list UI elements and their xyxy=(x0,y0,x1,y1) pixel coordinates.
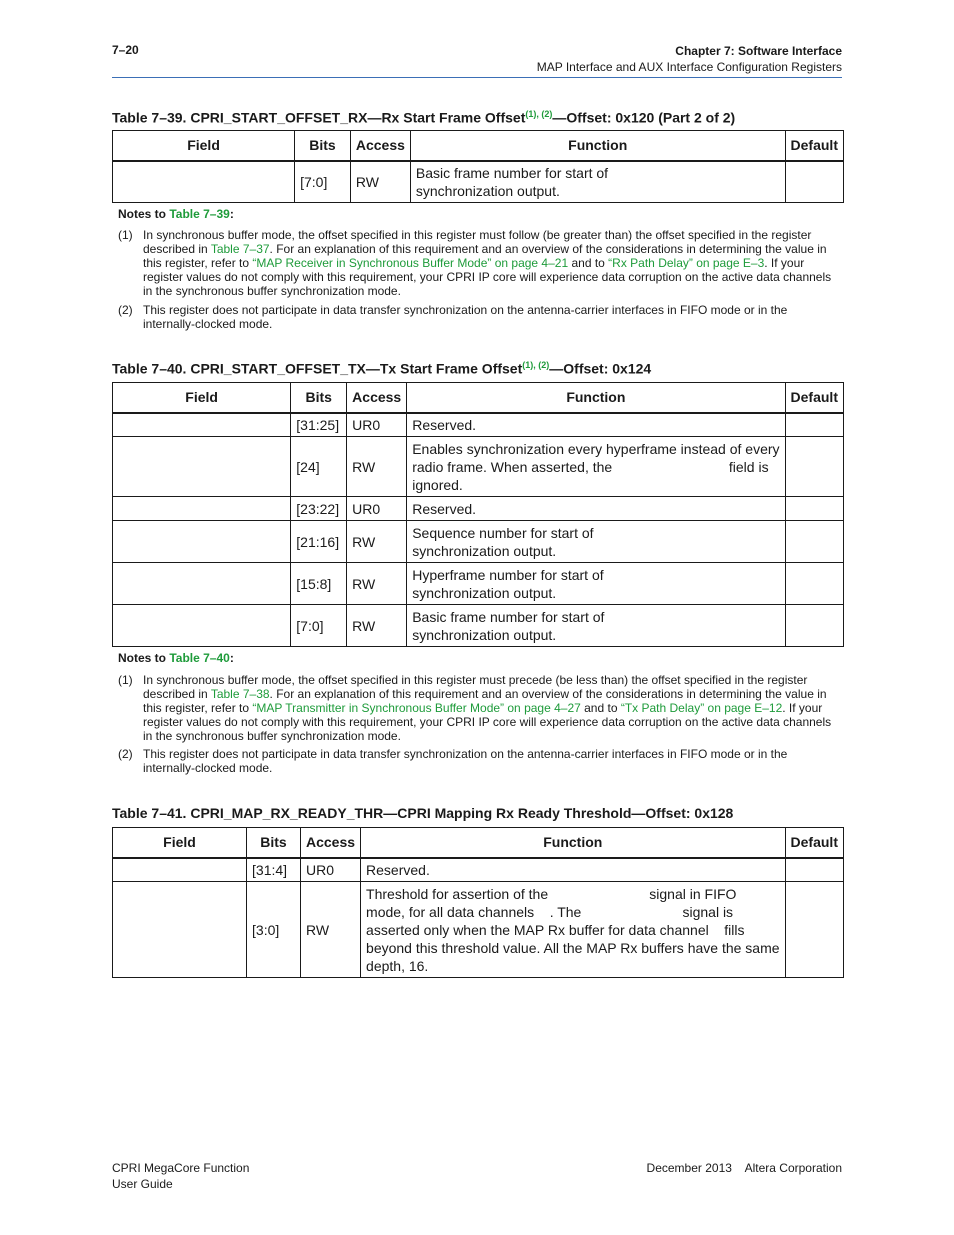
cell-default xyxy=(785,521,843,563)
caption-tail: —Offset: 0x124 xyxy=(549,360,652,377)
table-40 xyxy=(112,382,844,647)
cell-field xyxy=(113,882,247,978)
column-header-function: Function xyxy=(410,131,785,161)
column-header-field: Field xyxy=(113,131,295,161)
cell-field xyxy=(113,497,291,521)
note-text-run: and to xyxy=(580,701,621,715)
note-text-run: . For an explanation of this requirement and an overview of the considerations in determining the value in this register, refer to xyxy=(143,687,827,715)
cell-function: Reserved. xyxy=(407,413,785,437)
note-text-run: and to xyxy=(568,256,609,270)
cell-bits: [31:4] xyxy=(247,858,301,882)
column-header-default: Default xyxy=(785,383,843,413)
table-40-notes-title: Notes to Table 7–40: xyxy=(118,651,234,665)
cell-function: Threshold for assertion of the signal in FIFO mode, for all data channels . The signal is asserted only when the MAP Rx buffer for data channel fills beyond this threshold value. All the MAP Rx buffers have the same depth, 16. xyxy=(361,882,786,978)
table-39-notes-title: Notes to Table 7–39: xyxy=(118,207,234,221)
note-number: (1) xyxy=(118,228,133,242)
cell-field xyxy=(113,437,291,497)
cell-bits: [15:8] xyxy=(291,563,347,605)
cell-bits: [7:0] xyxy=(291,605,347,647)
caption-main: Table 7–41. CPRI_MAP_RX_READY_THR—CPRI Mapping Rx Ready Threshold—Offset: 0x128 xyxy=(112,805,734,821)
note-text xyxy=(143,303,838,331)
note-text xyxy=(143,747,838,775)
note-text-run: . If your register values do not comply with this requirement, your CPRI IP core will experience data corruption on the active data channels in the synchronous buffer synchronization mode. xyxy=(143,701,832,743)
cell-field xyxy=(113,605,291,647)
note-text-run: This register does not participate in data transfer synchronization on the antenna-carrier interfaces in FIFO mode or in the internally-clocked mode. xyxy=(143,303,788,331)
caption-note-refs[interactable]: (1), (2) xyxy=(525,109,553,119)
cell-default xyxy=(785,161,843,203)
table-row xyxy=(113,858,844,882)
notes-table-link[interactable]: Table 7–40 xyxy=(169,651,230,665)
cell-bits: [21:16] xyxy=(291,521,347,563)
note-text-run: In synchronous buffer mode, the offset specified in this register must precede (be less than) the offset specified in the register described in xyxy=(143,673,808,701)
cell-default xyxy=(785,413,843,437)
cell-access: RW xyxy=(347,563,407,605)
table-41-caption xyxy=(112,805,733,821)
column-header-default: Default xyxy=(785,828,843,858)
table-row xyxy=(113,413,844,437)
column-header-default: Default xyxy=(785,131,843,161)
table-40-caption xyxy=(112,360,651,377)
cell-access: RW xyxy=(347,437,407,497)
cell-default xyxy=(785,858,843,882)
table-row xyxy=(113,161,844,203)
cell-access: RW xyxy=(347,521,407,563)
column-header-field: Field xyxy=(113,383,291,413)
cell-function: Basic frame number for start of synchronization output. xyxy=(410,161,785,203)
cell-bits: [24] xyxy=(291,437,347,497)
cell-function: Enables synchronization every hyperframe instead of every radio frame. When asserted, the field is ignored. xyxy=(407,437,785,497)
footer-doc-title: CPRI MegaCore Function xyxy=(112,1161,250,1175)
cross-reference-link[interactable]: Table 7–38 xyxy=(210,687,270,701)
cross-reference-link[interactable]: “Tx Path Delay” on page E–12 xyxy=(620,701,783,715)
cell-field xyxy=(113,413,291,437)
cell-access: UR0 xyxy=(300,858,360,882)
cell-default xyxy=(785,563,843,605)
cross-reference-link[interactable]: Table 7–37 xyxy=(210,242,270,256)
column-header-access: Access xyxy=(347,383,407,413)
note-text-run: In synchronous buffer mode, the offset specified in this register must follow (be greater than) the offset specified in the register described in xyxy=(143,228,812,256)
cell-access: RW xyxy=(350,161,410,203)
cross-reference-link[interactable]: “Rx Path Delay” on page E–3 xyxy=(608,256,765,270)
footer-doc-subtitle: User Guide xyxy=(112,1177,173,1191)
cell-default xyxy=(785,497,843,521)
header-row xyxy=(113,383,844,413)
column-header-bits: Bits xyxy=(247,828,301,858)
cell-bits: [7:0] xyxy=(295,161,351,203)
section-title: MAP Interface and AUX Interface Configuration Registers xyxy=(536,60,842,74)
note-number: (1) xyxy=(118,673,133,687)
table-row xyxy=(113,521,844,563)
caption-main: Table 7–40. CPRI_START_OFFSET_TX—Tx Start Frame Offset xyxy=(112,360,523,377)
footer-doc xyxy=(112,1160,249,1192)
notes-table-link[interactable]: Table 7–39 xyxy=(169,207,230,221)
cell-default xyxy=(785,605,843,647)
footer-date-org: December 2013 Altera Corporation xyxy=(646,1161,842,1175)
cell-access: UR0 xyxy=(347,497,407,521)
cross-reference-link[interactable]: “MAP Receiver in Synchronous Buffer Mode” on page 4–21 xyxy=(252,256,569,270)
caption-main: Table 7–39. CPRI_START_OFFSET_RX—Rx Start Frame Offset xyxy=(112,109,526,126)
table-39-note-1 xyxy=(118,228,838,298)
table-39-caption xyxy=(112,109,735,126)
caption-tail: —Offset: 0x120 (Part 2 of 2) xyxy=(552,109,736,126)
table-row xyxy=(113,882,844,978)
column-header-function: Function xyxy=(407,383,785,413)
cross-reference-link[interactable]: “MAP Transmitter in Synchronous Buffer Mode” on page 4–27 xyxy=(252,701,581,715)
table-row xyxy=(113,563,844,605)
header-divider xyxy=(112,77,842,78)
note-text-run: . If your register values do not comply with this requirement, your CPRI IP core will experience data corruption on the active data channels in the synchronous buffer synchronization mode. xyxy=(143,256,832,298)
table-row xyxy=(113,437,844,497)
cell-field xyxy=(113,858,247,882)
table-40-note-1 xyxy=(118,673,838,743)
column-header-access: Access xyxy=(350,131,410,161)
table-39 xyxy=(112,130,844,203)
cell-default xyxy=(785,882,843,978)
cell-function: Basic frame number for start of synchronization output. xyxy=(407,605,785,647)
caption-note-refs[interactable]: (1), (2) xyxy=(522,360,550,370)
cell-function: Sequence number for start of synchronization output. xyxy=(407,521,785,563)
column-header-function: Function xyxy=(361,828,786,858)
column-header-bits: Bits xyxy=(291,383,347,413)
cell-field xyxy=(113,161,295,203)
note-text-run: . For an explanation of this requirement and an overview of the considerations in determining the value in this register, refer to xyxy=(143,242,827,270)
header-row xyxy=(113,131,844,161)
running-header xyxy=(537,43,842,75)
cell-bits: [31:25] xyxy=(291,413,347,437)
cell-function: Hyperframe number for start of synchronization output. xyxy=(407,563,785,605)
table-40-note-2 xyxy=(118,747,838,775)
cell-bits: [3:0] xyxy=(247,882,301,978)
table-41 xyxy=(112,827,844,978)
page-number: 7–20 xyxy=(112,43,139,57)
column-header-bits: Bits xyxy=(295,131,351,161)
cell-access: UR0 xyxy=(347,413,407,437)
cell-field xyxy=(113,521,291,563)
column-header-access: Access xyxy=(300,828,360,858)
table-row xyxy=(113,497,844,521)
cell-field xyxy=(113,563,291,605)
cell-function: Reserved. xyxy=(407,497,785,521)
table-39-note-2 xyxy=(118,303,838,331)
header-row xyxy=(113,828,844,858)
note-text xyxy=(143,673,838,743)
cell-default xyxy=(785,437,843,497)
cell-function: Reserved. xyxy=(361,858,786,882)
cell-access: RW xyxy=(347,605,407,647)
note-number: (2) xyxy=(118,747,133,761)
note-text-run: This register does not participate in data transfer synchronization on the antenna-carrier interfaces in FIFO mode or in the internally-clocked mode. xyxy=(143,747,788,775)
cell-access: RW xyxy=(300,882,360,978)
table-row xyxy=(113,605,844,647)
note-number: (2) xyxy=(118,303,133,317)
column-header-field: Field xyxy=(113,828,247,858)
chapter-title: Chapter 7: Software Interface xyxy=(675,44,842,58)
cell-bits: [23:22] xyxy=(291,497,347,521)
note-text xyxy=(143,228,838,298)
